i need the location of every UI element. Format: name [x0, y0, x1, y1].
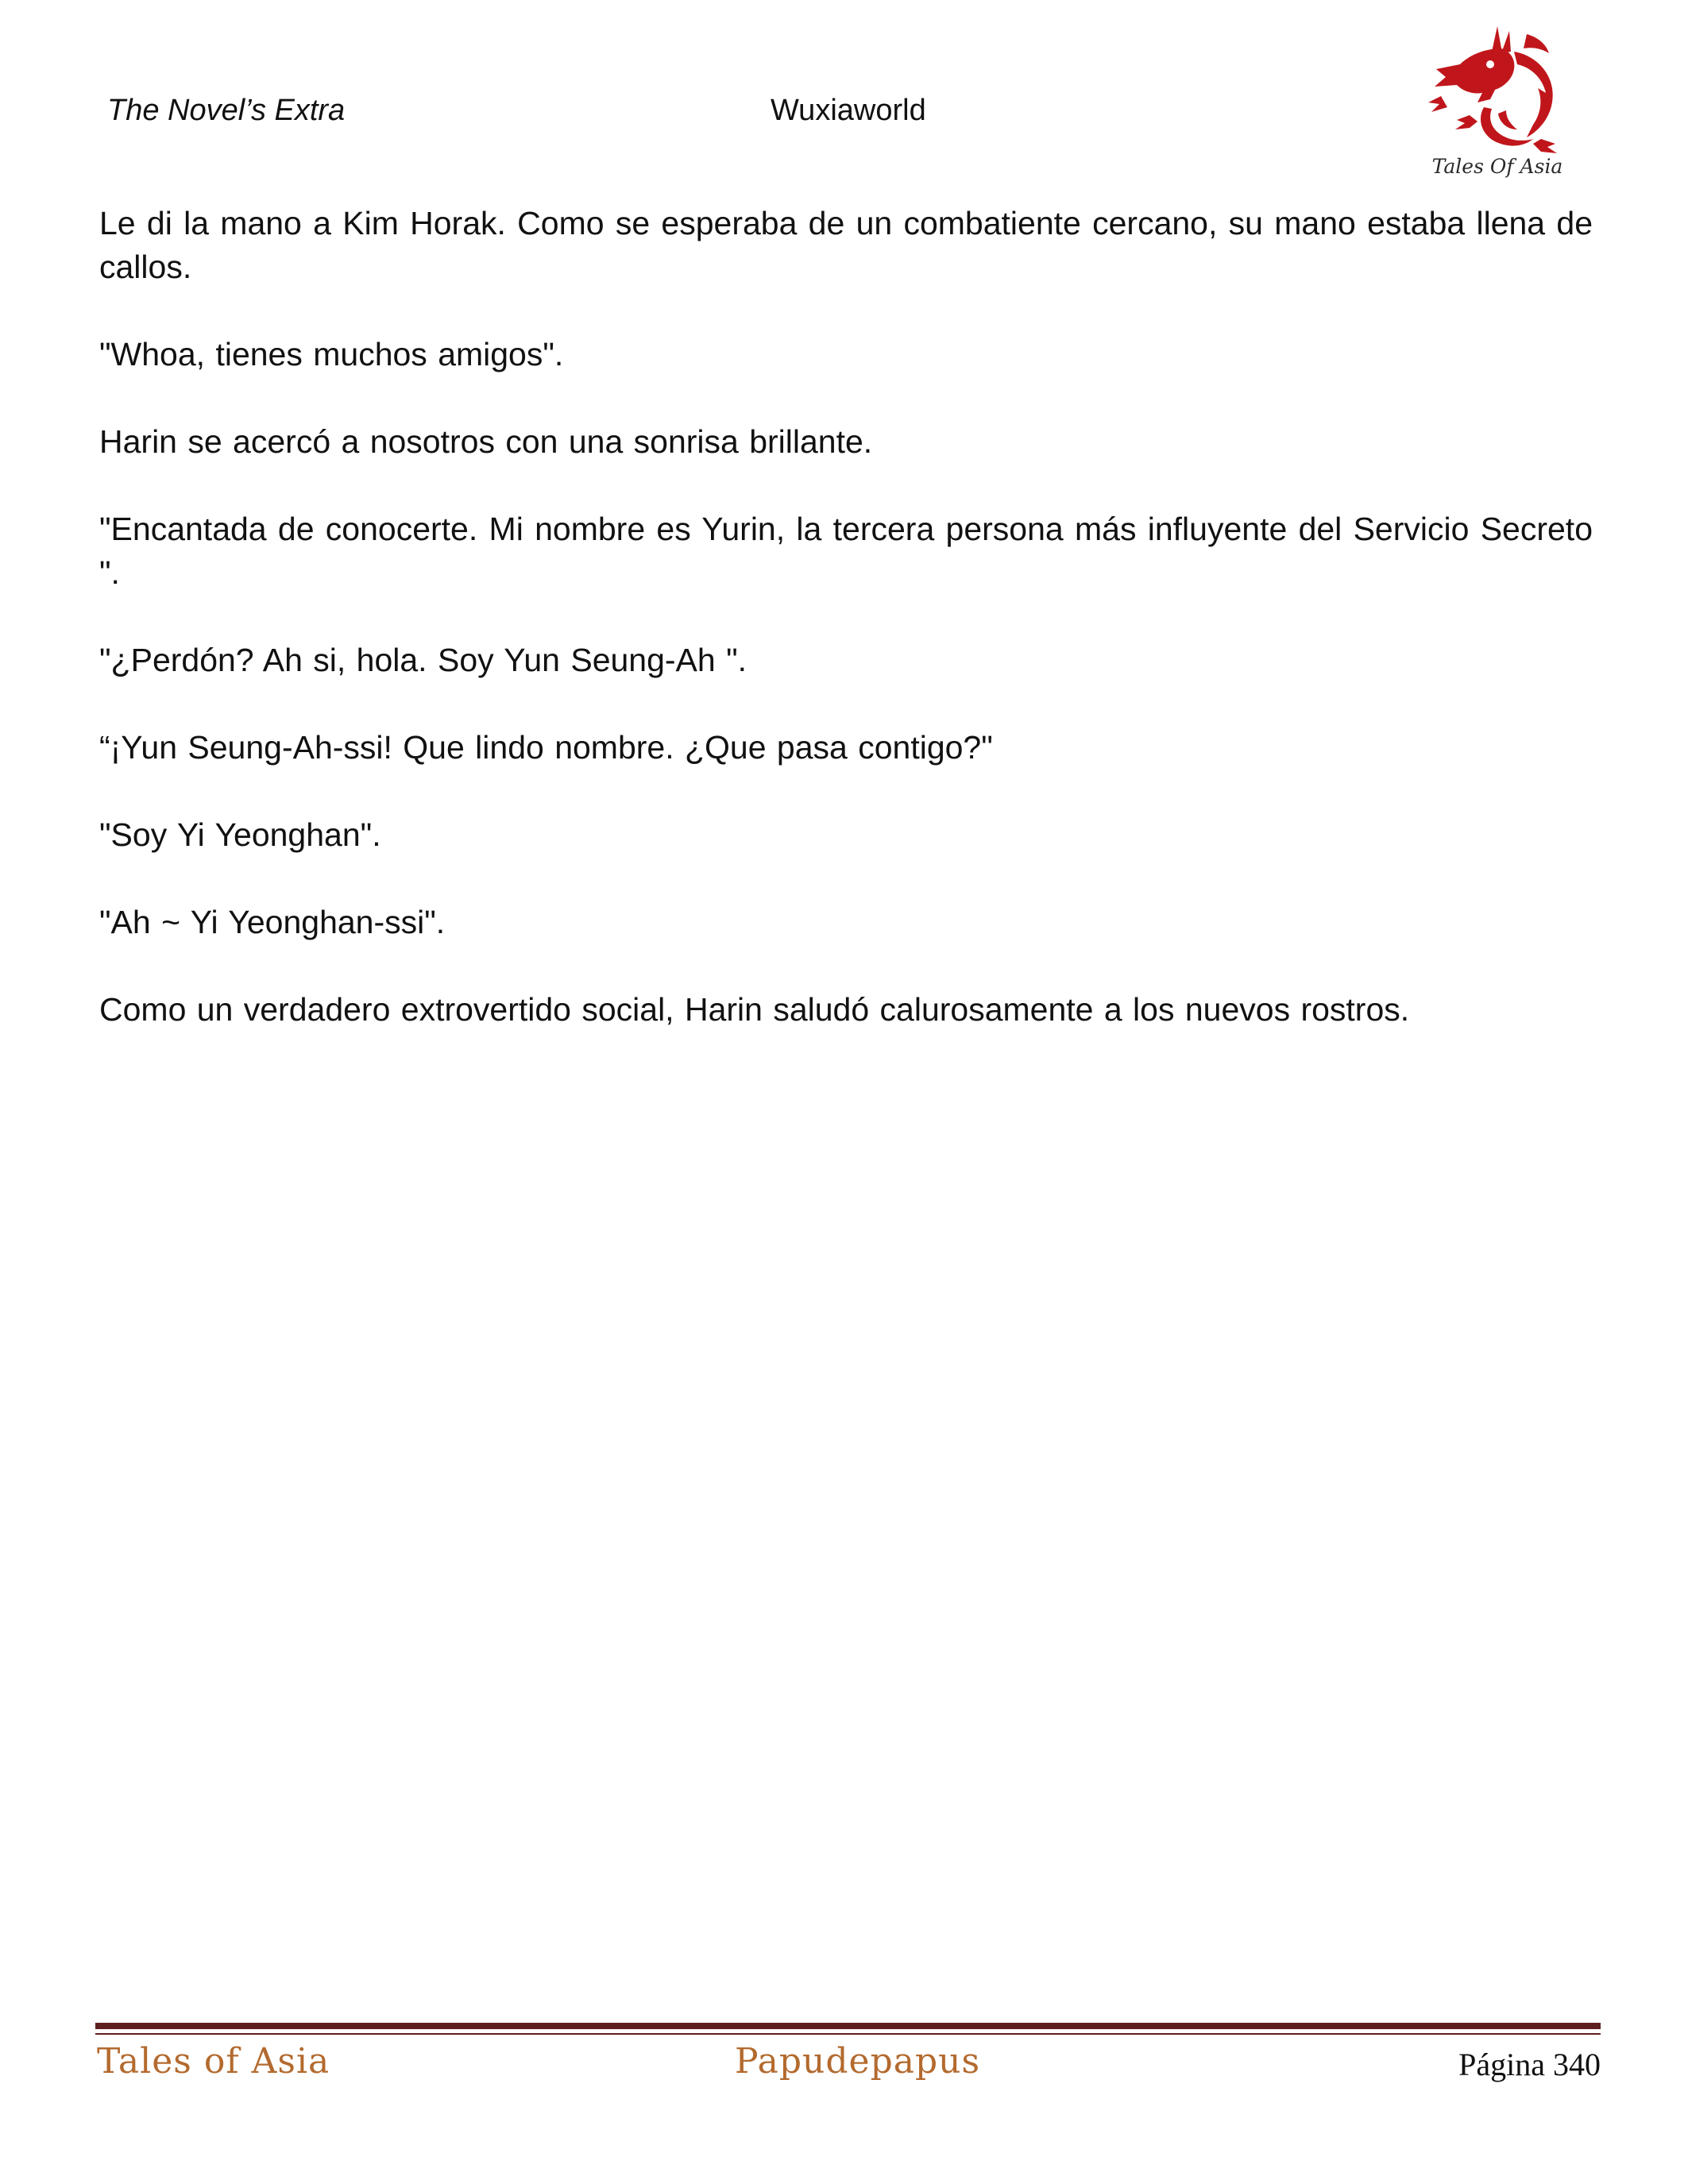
paragraph: "Encantada de conocerte. Mi nombre es Yurin, la tercera persona más influyente del Servicio Secreto ". — [99, 511, 1593, 591]
header-site-title: Wuxiaworld — [771, 94, 926, 127]
paragraph: "Soy Yi Yeonghan". — [99, 816, 381, 853]
page-number: Página 340 — [1458, 2047, 1601, 2082]
header-novel-title: The Novel’s Extra — [107, 94, 346, 127]
logo-text: Tales Of Asia — [1431, 155, 1563, 178]
chapter-body — [99, 202, 1593, 1075]
paragraph: "Ah ~ Yi Yeonghan-ssi". — [99, 904, 446, 940]
paragraph: "¿Perdón? Ah si, hola. Soy Yun Seung-Ah ". — [99, 642, 747, 678]
footer-translator: Papudepapus — [735, 2041, 981, 2082]
footer-site-name: Tales of Asia — [97, 2041, 330, 2082]
footer-divider-thin — [95, 2033, 1601, 2035]
paragraph: Como un verdadero extrovertido social, Harin saludó calurosamente a los nuevos rostros. — [99, 991, 1410, 1028]
footer-divider — [95, 2023, 1601, 2029]
tales-of-asia-logo — [1422, 20, 1573, 187]
paragraph: "Whoa, tienes muchos amigos". — [99, 336, 564, 372]
paragraph: Harin se acercó a nosotros con una sonrisa brillante. — [99, 423, 873, 460]
paragraph: Le di la mano a Kim Horak. Como se esperaba de un combatiente cercano, su mano estaba llena de callos. — [99, 205, 1593, 285]
dragon-icon — [1422, 20, 1573, 159]
paragraph: “¡Yun Seung-Ah-ssi! Que lindo nombre. ¿Que pasa contigo?" — [99, 729, 993, 766]
